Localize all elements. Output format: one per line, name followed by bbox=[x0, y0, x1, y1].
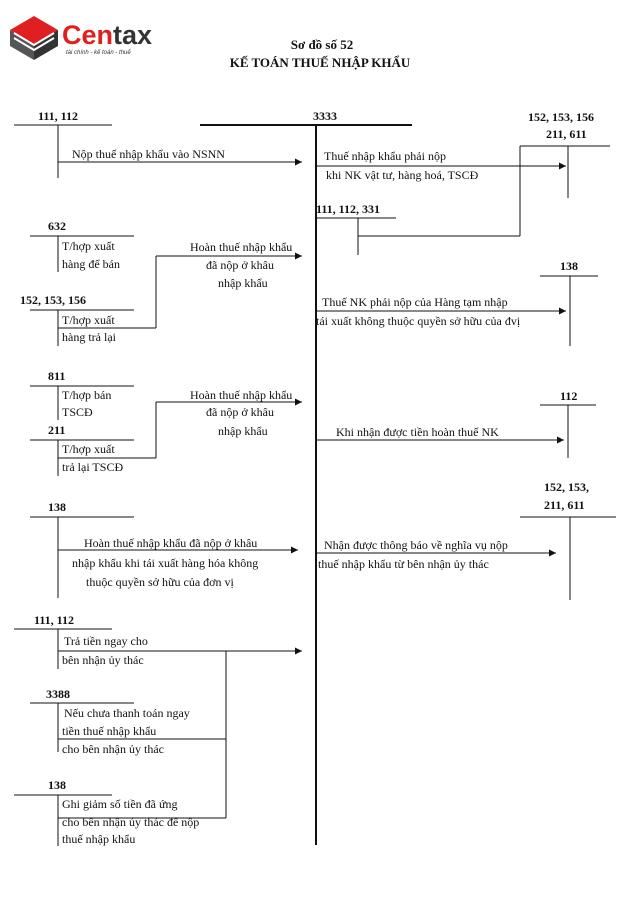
label-hoan-thue-1c: nhập khẩu bbox=[218, 276, 268, 290]
label-khi-nhan: Khi nhận được tiền hoàn thuế NK bbox=[336, 425, 499, 439]
label-thop-xuat-1b: hàng để bán bbox=[62, 257, 120, 271]
label-thue-nk-tam-2: tái xuất không thuộc quyền sở hữu của đvị bbox=[316, 314, 521, 328]
label-hoan-thue-3b: nhập khẩu khi tái xuất hàng hóa không bbox=[72, 556, 259, 570]
label-thop-xuat-2b: hàng trả lại bbox=[62, 330, 116, 344]
account-152-top-line2: 211, 611 bbox=[546, 127, 587, 141]
diagram-subtitle: Sơ đồ số 52 bbox=[290, 37, 354, 52]
label-neu-chua-1: Nếu chưa thanh toán ngay bbox=[64, 706, 190, 720]
account-111-112-331: 111, 112, 331 bbox=[316, 202, 381, 216]
label-nop-thue: Nộp thuế nhập khẩu vào NSNN bbox=[72, 147, 225, 161]
account-138-right: 138 bbox=[560, 259, 578, 273]
label-thue-nk-tam-1: Thuế NK phải nộp của Hàng tạm nhập bbox=[322, 295, 508, 309]
logo-word-suffix: tax bbox=[113, 20, 153, 50]
label-tra-tien-1: Trả tiền ngay cho bbox=[64, 634, 148, 648]
account-152-mid: 152, 153, 156 bbox=[20, 293, 86, 307]
label-ghi-giam-1: Ghi giảm số tiền đã ứng bbox=[62, 797, 178, 811]
label-ghi-giam-2: cho bên nhận ủy thác để nộp bbox=[62, 815, 200, 829]
account-152-top-line1: 152, 153, 156 bbox=[528, 110, 594, 124]
label-ghi-giam-3: thuế nhập khẩu bbox=[62, 832, 136, 846]
label-thop-ban-b: TSCĐ bbox=[62, 405, 93, 419]
account-152-low-line2: 211, 611 bbox=[544, 498, 585, 512]
label-nhan-tb-2: thuế nhập khẩu từ bên nhận ủy thác bbox=[318, 557, 489, 571]
account-632: 632 bbox=[48, 219, 66, 233]
account-138-left: 138 bbox=[48, 500, 66, 514]
label-nhan-tb-1: Nhận được thông báo về nghĩa vụ nộp bbox=[324, 538, 508, 552]
account-211: 211 bbox=[48, 423, 66, 437]
label-thop-xuat-1a: T/hợp xuất bbox=[62, 239, 115, 253]
label-thop-xuat-3a: T/hợp xuất bbox=[62, 442, 115, 456]
account-112-right: 112 bbox=[560, 389, 578, 403]
label-neu-chua-3: cho bên nhận ủy thác bbox=[62, 742, 164, 756]
label-tra-tien-2: bên nhận ủy thác bbox=[62, 653, 144, 667]
logo-word bbox=[62, 20, 152, 50]
centax-logo bbox=[10, 16, 152, 60]
logo-cube-icon bbox=[10, 16, 58, 60]
label-thop-xuat-2a: T/hợp xuất bbox=[62, 313, 115, 327]
label-thue-phai-nop-2: khi NK vật tư, hàng hoá, TSCĐ bbox=[326, 168, 479, 182]
label-hoan-thue-2c: nhập khẩu bbox=[218, 424, 268, 438]
label-thue-phai-nop-1: Thuế nhập khẩu phải nộp bbox=[324, 149, 446, 163]
label-hoan-thue-3a: Hoàn thuế nhập khẩu đã nộp ở khâu bbox=[84, 536, 258, 550]
logo-tagline: tài chính - kế toán - thuế bbox=[66, 50, 131, 56]
label-hoan-thue-3c: thuộc quyền sở hữu của đơn vị bbox=[86, 575, 234, 589]
label-thop-xuat-3b: trả lại TSCĐ bbox=[62, 460, 124, 474]
account-152-low-line1: 152, 153, bbox=[544, 480, 589, 494]
label-hoan-thue-2a: Hoàn thuế nhập khẩu bbox=[190, 388, 293, 402]
account-111-112-top: 111, 112 bbox=[38, 109, 79, 123]
diagram-title: KẾ TOÁN THUẾ NHẬP KHẨU bbox=[229, 55, 411, 70]
account-3388: 3388 bbox=[46, 687, 70, 701]
label-thop-ban-a: T/hợp bán bbox=[62, 388, 112, 402]
account-3333: 3333 bbox=[313, 109, 337, 123]
label-hoan-thue-1a: Hoàn thuế nhập khẩu bbox=[190, 240, 293, 254]
account-811: 811 bbox=[48, 369, 66, 383]
label-neu-chua-2: tiền thuế nhập khẩu bbox=[62, 724, 157, 738]
label-hoan-thue-1b: đã nộp ở khâu bbox=[206, 258, 274, 272]
label-hoan-thue-2b: đã nộp ở khâu bbox=[206, 405, 274, 419]
account-138-bottom: 138 bbox=[48, 778, 66, 792]
account-111-112-low: 111, 112 bbox=[34, 613, 75, 627]
logo-word-prefix: Cen bbox=[62, 20, 114, 50]
